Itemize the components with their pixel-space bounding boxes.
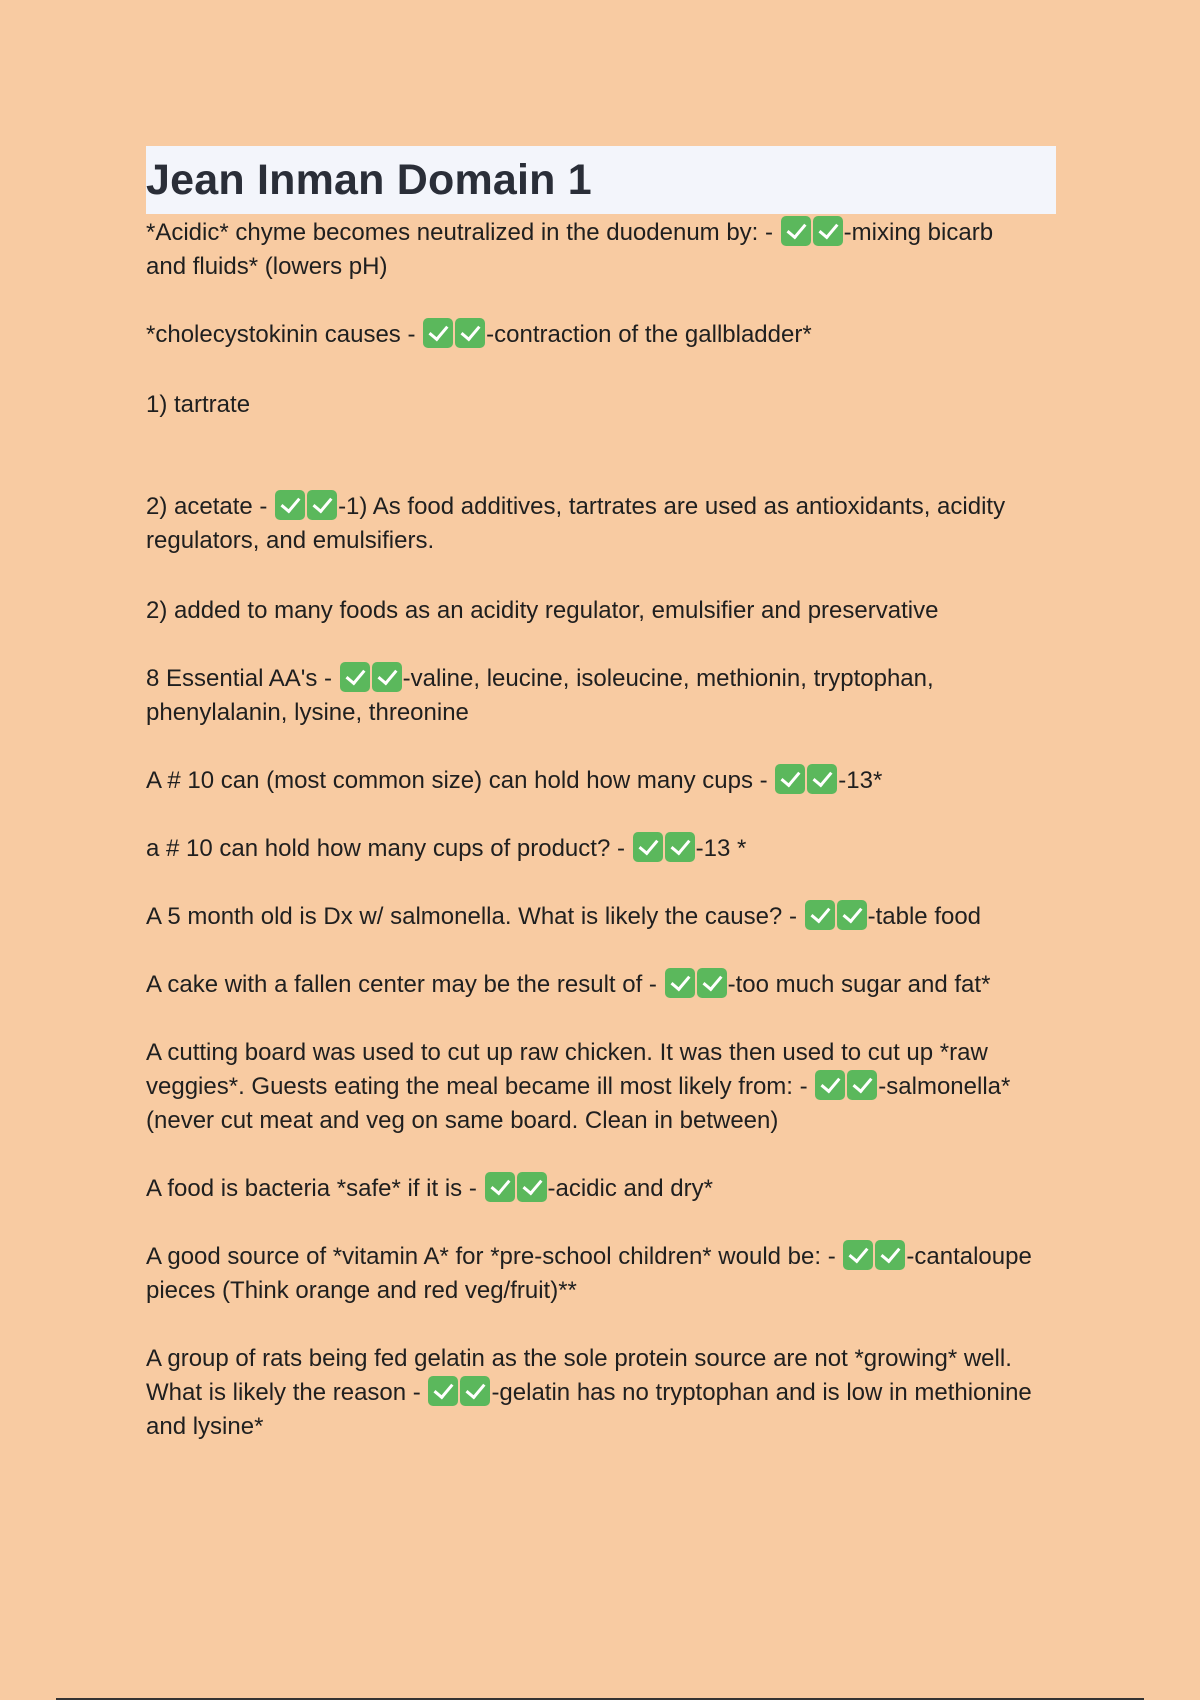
check-mark-icon [781, 216, 811, 246]
check-mark-icon [275, 490, 305, 520]
question-text: A 5 month old is Dx w/ salmonella. What is likely the cause? - [146, 903, 804, 930]
qa-item [146, 1036, 1056, 1138]
title-bar [146, 146, 1056, 214]
check-mark-icon [423, 318, 453, 348]
check-mark-icon [775, 764, 805, 794]
question-text: *cholecystokinin causes - [146, 321, 423, 348]
answer-text: -contraction of the gallbladder* [486, 321, 812, 348]
check-mark-icon [815, 1070, 845, 1100]
check-mark-icon [340, 662, 370, 692]
question-text: A group of rats being fed gelatin as the sole protein source are not *growing* well. What is likely the reason - [146, 1345, 1012, 1406]
check-mark-icon [813, 216, 843, 246]
answer-text: -mixing bicarb and fluids* (lowers pH) [146, 219, 994, 280]
question-text: A food is bacteria *safe* if it is - [146, 1175, 484, 1202]
answer-text: -1) As food additives, tartrates are used as antioxidants, acidity regulators, and emulsifiers. [146, 493, 1006, 554]
answer-text: -13 * [695, 835, 747, 862]
qa-item [146, 1342, 1056, 1444]
question-text: A cake with a fallen center may be the result of - [146, 971, 664, 998]
document-page [146, 146, 1056, 1444]
check-mark-icon [837, 900, 867, 930]
answer-text: -13* [838, 767, 883, 794]
check-mark-icon [372, 662, 402, 692]
item-text: 1) tartrate [146, 391, 251, 418]
qa-item [146, 318, 1056, 352]
answer-text: -salmonella* (never cut meat and veg on same board. Clean in between) [146, 1073, 1011, 1134]
question-text: 2) acetate - [146, 493, 275, 520]
check-mark-icon [665, 968, 695, 998]
check-mark-icon [517, 1172, 547, 1202]
answer-text: -valine, leucine, isoleucine, methionin, tryptophan, phenylalanin, lysine, threonine [146, 665, 934, 726]
qa-item [146, 900, 1056, 934]
answer-text: -too much sugar and fat* [727, 971, 991, 998]
check-mark-icon [697, 968, 727, 998]
check-mark-icon [847, 1070, 877, 1100]
qa-item [146, 662, 1056, 730]
qa-item [146, 832, 1056, 866]
question-text: A # 10 can (most common size) can hold how many cups - [146, 767, 775, 794]
check-mark-icon [805, 900, 835, 930]
question-text: 8 Essential AA's - [146, 665, 339, 692]
qa-item [146, 764, 1056, 798]
qa-item [146, 1172, 1056, 1206]
check-mark-icon [307, 490, 337, 520]
check-mark-icon [807, 764, 837, 794]
question-text: a # 10 can hold how many cups of product? - [146, 835, 632, 862]
qa-item [146, 490, 1056, 558]
text-item [146, 594, 1056, 628]
check-mark-icon [485, 1172, 515, 1202]
question-text: A good source of *vitamin A* for *pre-school children* would be: - [146, 1243, 843, 1270]
check-mark-icon [633, 832, 663, 862]
check-mark-icon [875, 1240, 905, 1270]
check-mark-icon [455, 318, 485, 348]
text-item [146, 388, 1056, 422]
qa-item [146, 1240, 1056, 1308]
qa-item [146, 216, 1026, 284]
check-mark-icon [460, 1376, 490, 1406]
check-mark-icon [843, 1240, 873, 1270]
check-mark-icon [665, 832, 695, 862]
question-text: A cutting board was used to cut up raw chicken. It was then used to cut up *raw veggies*. Guests eating the meal became ill most likely from: - [146, 1039, 988, 1100]
answer-text: -gelatin has no tryptophan and is low in methionine and lysine* [146, 1379, 1032, 1440]
answer-text: -cantaloupe pieces (Think orange and red veg/fruit)** [146, 1243, 1032, 1304]
question-text: *Acidic* chyme becomes neutralized in the duodenum by: - [146, 219, 780, 246]
answer-text: -table food [867, 903, 982, 930]
qa-item [146, 968, 1026, 1002]
answer-text: -acidic and dry* [547, 1175, 713, 1202]
check-mark-icon [428, 1376, 458, 1406]
item-text: 2) added to many foods as an acidity regulator, emulsifier and preservative [146, 597, 939, 624]
page-title: Jean Inman Domain 1 [146, 155, 592, 204]
